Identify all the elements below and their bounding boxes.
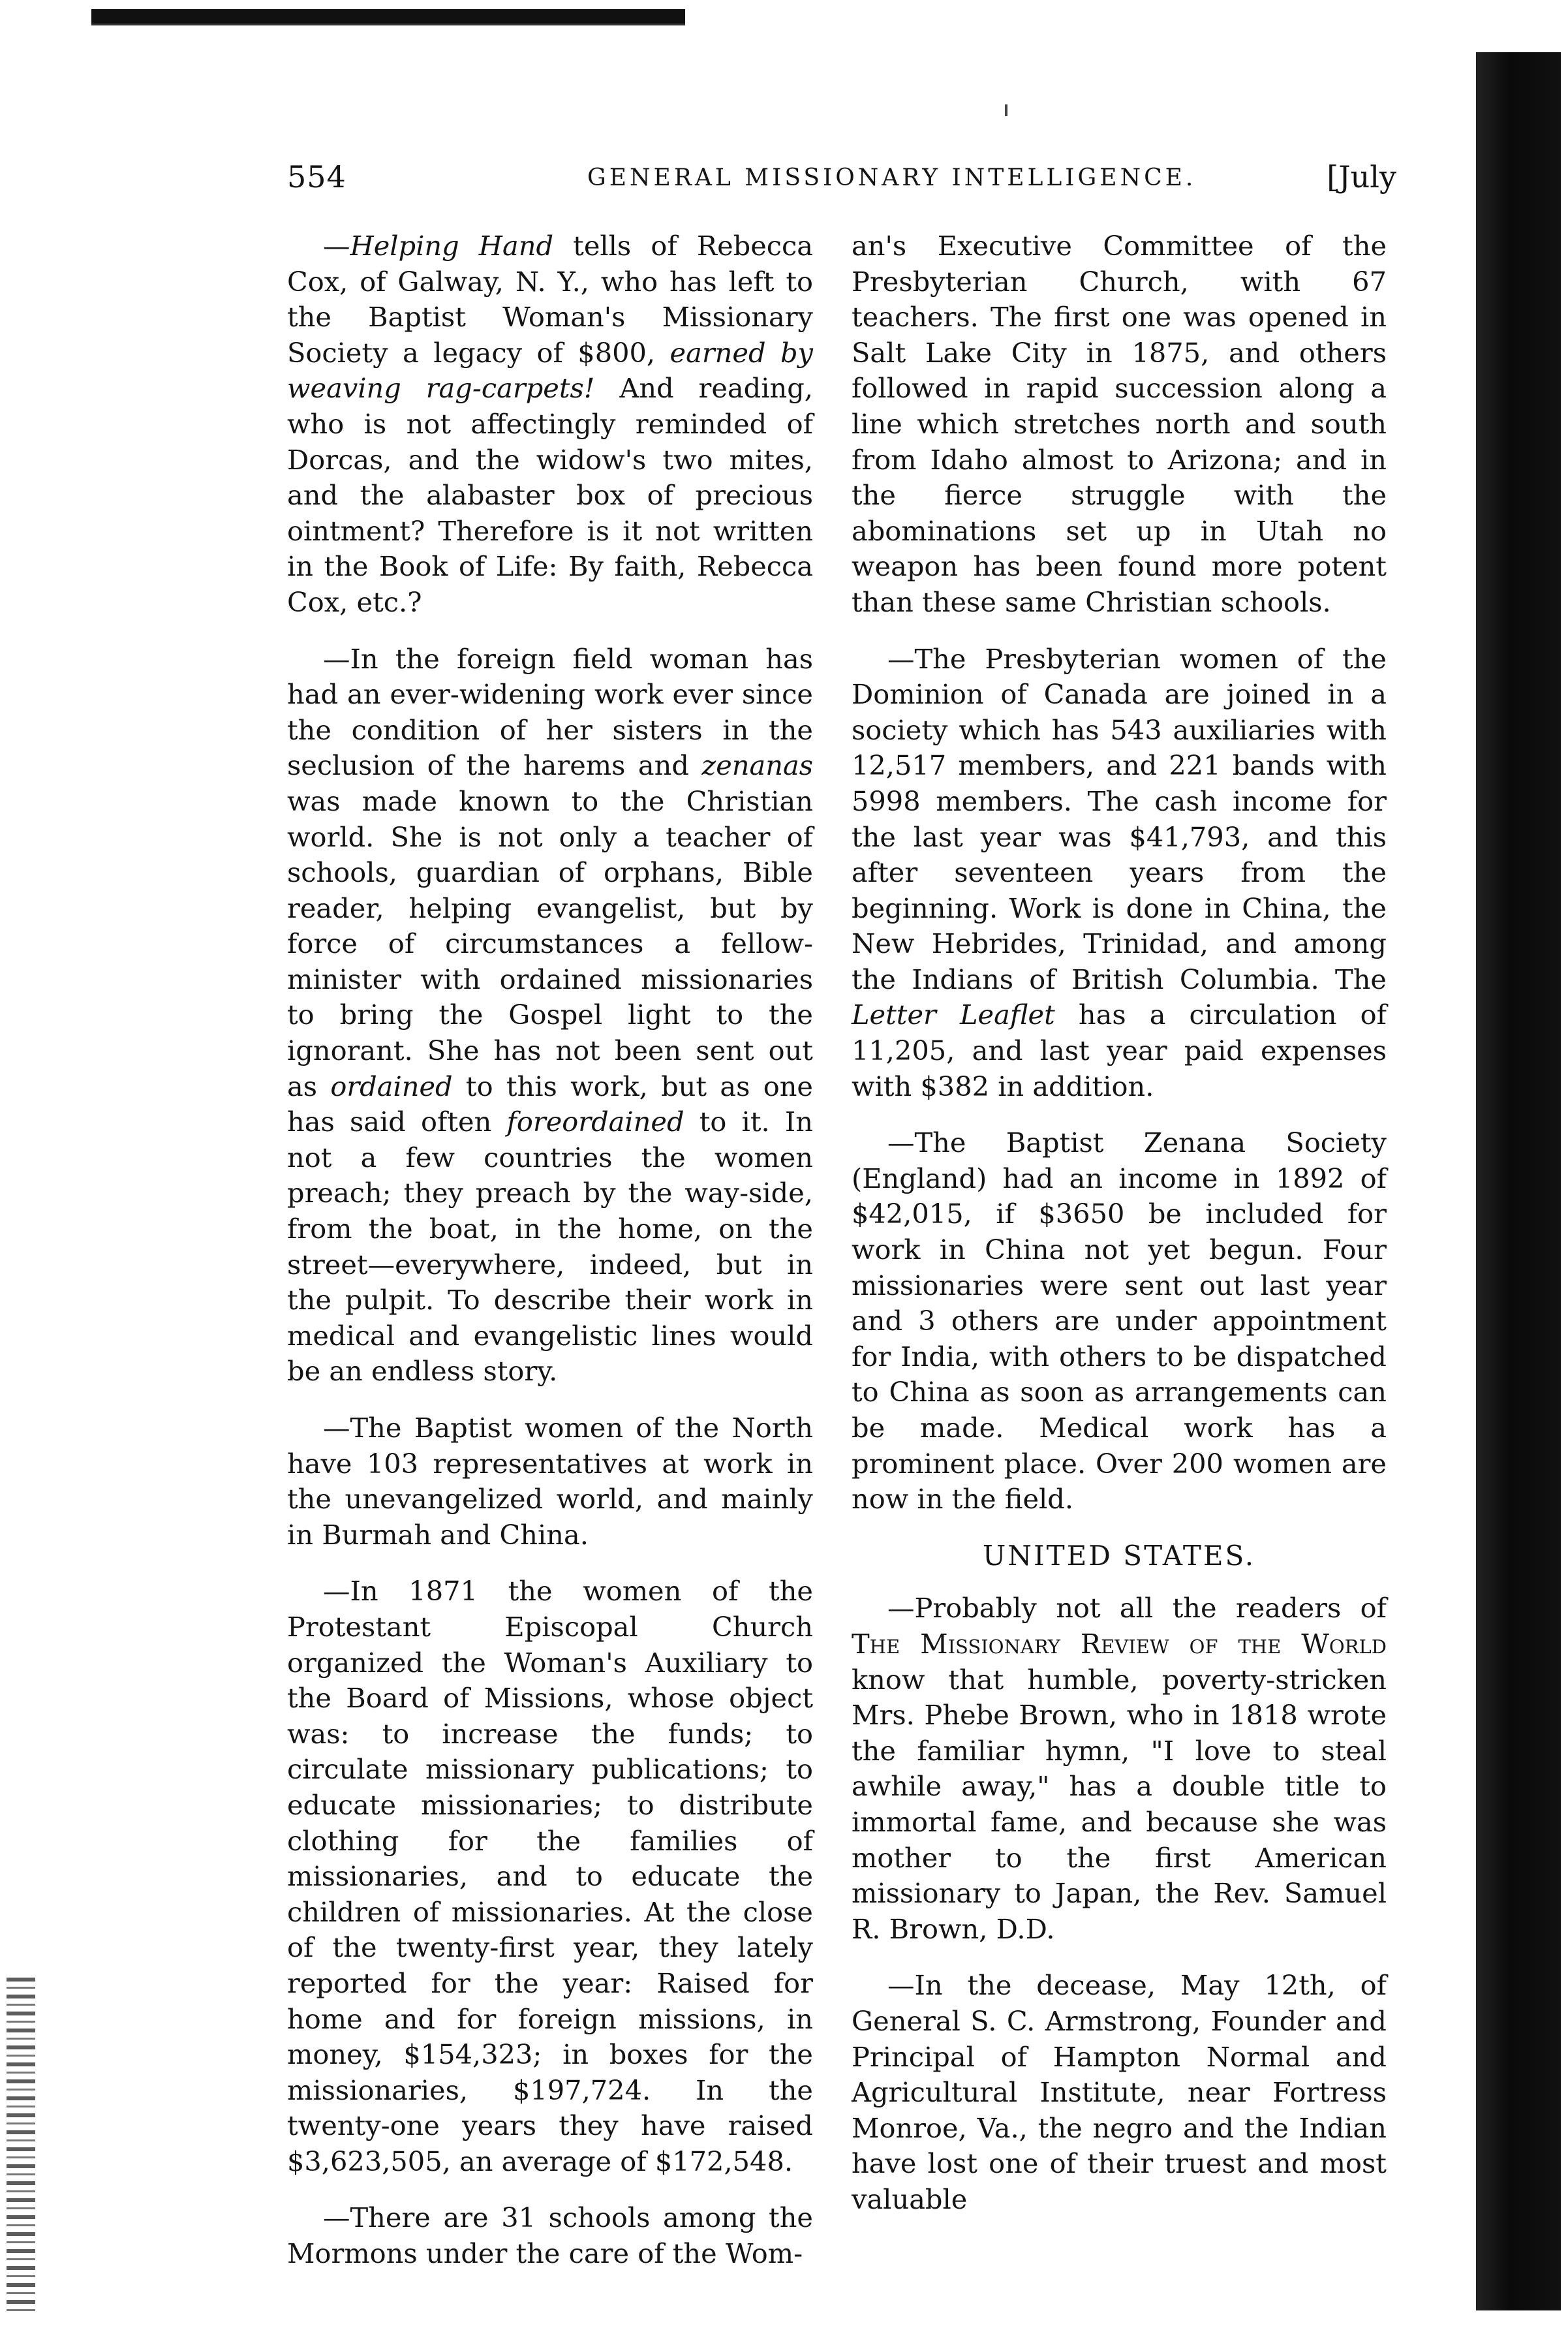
- scan-edge-noise: [7, 1978, 35, 2317]
- left-column: [287, 228, 813, 2293]
- running-head: [287, 159, 1396, 205]
- stray-mark: [1005, 104, 1007, 116]
- scan-binding-shadow: [1476, 52, 1561, 2310]
- right-column: [852, 228, 1387, 2238]
- paragraph-armstrong: —In the decease, May 12th, of General S. C. Armstrong, Founder and Principal of Hampton Normal and Agricultural Institute, near Fortress Monroe, Va., the negro and the Indian have lost one of their truest and most valuable: [852, 1969, 1387, 2215]
- section-heading-united-states: UNITED STATES.: [982, 1539, 1256, 1572]
- top-black-rule: [91, 9, 685, 23]
- paragraph-zenana: —The Baptist Zenana Society (England) had an income in 1892 of $42,015, if $3650 be included for work in China not yet begun. Four missionaries were sent out last year and 3 others are under appointment for India, with others to be dispatched to China as soon as arrangements can be made. Medical work has a prominent place. Over 200 women are now in the field.: [852, 1127, 1387, 1516]
- issue-month: [July: [1327, 159, 1396, 194]
- paragraph-phebe-brown: —Probably not all the readers of The Missionary Review of the World know that humble, poverty-stricken Mrs. Phebe Brown, who in 1818 wrote the familiar hymn, "I love to steal awhile away," has a double title to immortal fame, and because she was mother to the first American missionary to Japan, the Rev. Samuel R. Brown, D.D.: [852, 1592, 1387, 1945]
- paragraph-canada: —The Presbyterian women of the Dominion of Canada are joined in a society which has 543 auxiliaries with 12,517 members, and 221 bands with 5998 members. The cash income for the last year was $41,793, and this after seventeen years from the beginning. Work is done in China, the New Hebrides, Trinidad, and among the Indians of British Columbia. The Letter Leaflet has a circulation of 11,205, and last year paid expenses with $382 in addition.: [852, 642, 1387, 1102]
- paragraph-mormon-schools-cont: an's Executive Committee of the Presbyterian Church, with 67 teachers. The first one was opened in Salt Lake City in 1875, and others followed in rapid succession along a line which stretches north and south from Idaho almost to Arizona; and in the fierce struggle with the abominations set up in Utah no weapon has been found more potent than these same Christian schools.: [852, 230, 1387, 618]
- paragraph-mormon-schools: —There are 31 schools among the Mormons under the care of the Wom-: [287, 2201, 813, 2270]
- paragraph-episcopal: —In 1871 the women of the Protestant Episcopal Church organized the Woman's Auxiliary to the Board of Missions, whose object was: to increase the funds; to circulate missionary publications; to educate missionaries; to distribute clothing for the families of missionaries, and to educate the children of missionaries. At the close of the twenty-first year, they lately reported for the year: Raised for home and for foreign missions, in money, $154,323; in boxes for the missionaries, $197,724. In the twenty-one years they have raised $3,623,505, an average of $172,548.: [287, 1575, 813, 2177]
- paragraph-foreign-field: —In the foreign field woman has had an ever-widening work ever since the condition of her sisters in the seclusion of the harems and zenanas was made known to the Christian world. She is not only a teacher of schools, guardian of orphans, Bible reader, helping evangelist, but by force of circumstances a fellow-minister with ordained missionaries to bring the Gospel light to the ignorant. She has not been sent out as ordained to this work, but as one has said often foreordained to it. In not a few countries the women preach; they preach by the way-side, from the boat, in the home, on the street—everywhere, indeed, but in the pulpit. To describe their work in medical and evangelistic lines would be an endless story.: [287, 642, 813, 1388]
- paragraph-baptist-north: —The Baptist women of the North have 103 representatives at work in the unevangelized world, and mainly in Burmah and China.: [287, 1412, 813, 1551]
- paragraph-rebecca-cox: —Helping Hand tells of Rebecca Cox, of Galway, N. Y., who has left to the Baptist Woman's Missionary Society a legacy of $800, earned by weaving rag-carpets! And reading, who is not affectingly reminded of Dorcas, and the widow's two mites, and the alabaster box of precious ointment? Therefore is it not written in the Book of Life: By faith, Rebecca Cox, etc.?: [287, 230, 813, 618]
- page-number: 554: [287, 159, 346, 194]
- top-thin-rule: [91, 23, 685, 25]
- running-title: GENERAL MISSIONARY INTELLIGENCE.: [587, 164, 1197, 191]
